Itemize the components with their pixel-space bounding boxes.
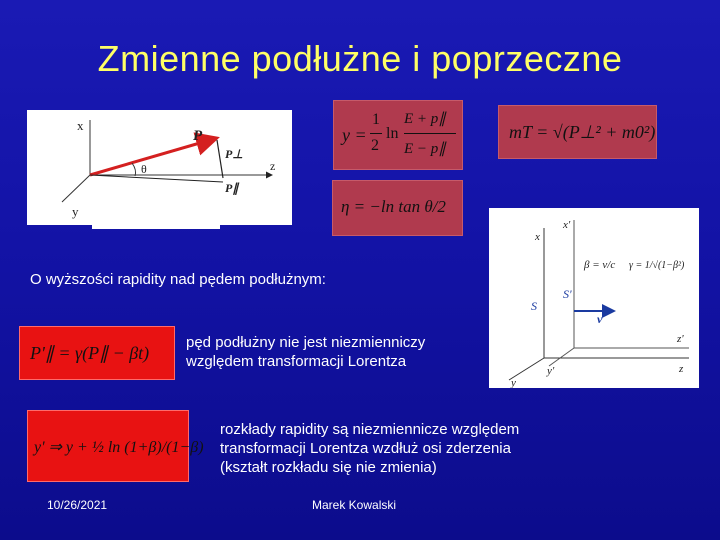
lorentz-boost-diagram xyxy=(489,208,699,388)
mt-formula-text: mT = √(P⊥² + m0²) xyxy=(509,122,656,142)
label-frame-s: S xyxy=(531,299,537,313)
rapidity-caption xyxy=(220,420,519,477)
rapidity-formula xyxy=(333,100,463,170)
sprime-axis-y xyxy=(549,348,574,366)
par-component xyxy=(90,175,223,182)
rapidity-caption-line-2: transformacji Lorentza wzdłuż osi zderzenia xyxy=(220,440,511,457)
label-x: x xyxy=(535,231,540,243)
rapidity-lhs: y = xyxy=(342,125,367,145)
frac-line-main xyxy=(404,133,456,134)
footer-date: 10/26/2021 xyxy=(47,498,108,512)
rapidity-ln: ln xyxy=(386,125,399,142)
momentum-caption-line-1: pęd podłużny nie jest niezmienniczy xyxy=(186,334,426,351)
eta-formula-text: η = −ln tan θ/2 xyxy=(341,197,446,216)
label-y: y xyxy=(511,377,516,388)
rapidity-half-den: 2 xyxy=(371,137,379,154)
momentum-caption-line-2: względem transformacji Lorentza xyxy=(186,353,407,370)
rapidity-boost-formula xyxy=(27,410,204,482)
momentum-boost-formula xyxy=(19,326,175,380)
label-z: z xyxy=(679,363,684,375)
slide-title: Zmienne podłużne i poprzeczne xyxy=(97,38,623,79)
transverse-mass-formula xyxy=(498,105,657,159)
frac-line-half xyxy=(370,133,382,134)
perp-component xyxy=(217,140,223,178)
label-x-prime: x' xyxy=(563,219,571,231)
rapidity-denominator: E − p∥ xyxy=(404,141,446,157)
rapidity-numerator: E + p∥ xyxy=(404,111,446,127)
pseudorapidity-formula xyxy=(332,180,463,236)
diagram-base-bar xyxy=(92,223,220,229)
label-y-prime: y' xyxy=(547,365,555,377)
label-y: y xyxy=(72,204,79,219)
footer-author: Marek Kowalski xyxy=(312,498,397,512)
rapidity-caption-line-3: (kształt rozkładu się nie zmienia) xyxy=(220,459,437,476)
rapidity-caption-line-1: rozkłady rapidity są niezmiennicze względem xyxy=(220,421,520,438)
angle-arc xyxy=(132,163,136,176)
y-boost-text: y' ⇒ y + ½ ln (1+β)/(1−β) xyxy=(34,439,204,456)
momentum-diagram xyxy=(27,110,292,225)
intro-text: O wyższości rapidity nad pędem podłużnym: xyxy=(30,271,326,288)
label-p-par: P∥ xyxy=(225,181,239,195)
label-beta: β = v/c xyxy=(584,259,616,271)
label-p-perp: P⊥ xyxy=(225,147,243,161)
p-boost-text: P'∥ = γ(P∥ − βt) xyxy=(30,343,150,363)
label-gamma: γ = 1/√(1−β²) xyxy=(629,260,685,271)
label-z-prime: z' xyxy=(677,333,684,345)
label-p: P xyxy=(193,128,203,144)
label-z: z xyxy=(270,159,276,173)
rapidity-half-num: 1 xyxy=(372,111,380,128)
label-theta: θ xyxy=(141,162,147,176)
label-velocity: v xyxy=(597,312,603,326)
axis-y-line xyxy=(62,175,90,202)
momentum-caption xyxy=(186,333,425,371)
label-frame-sprime: S' xyxy=(563,287,572,301)
label-x: x xyxy=(77,118,84,133)
